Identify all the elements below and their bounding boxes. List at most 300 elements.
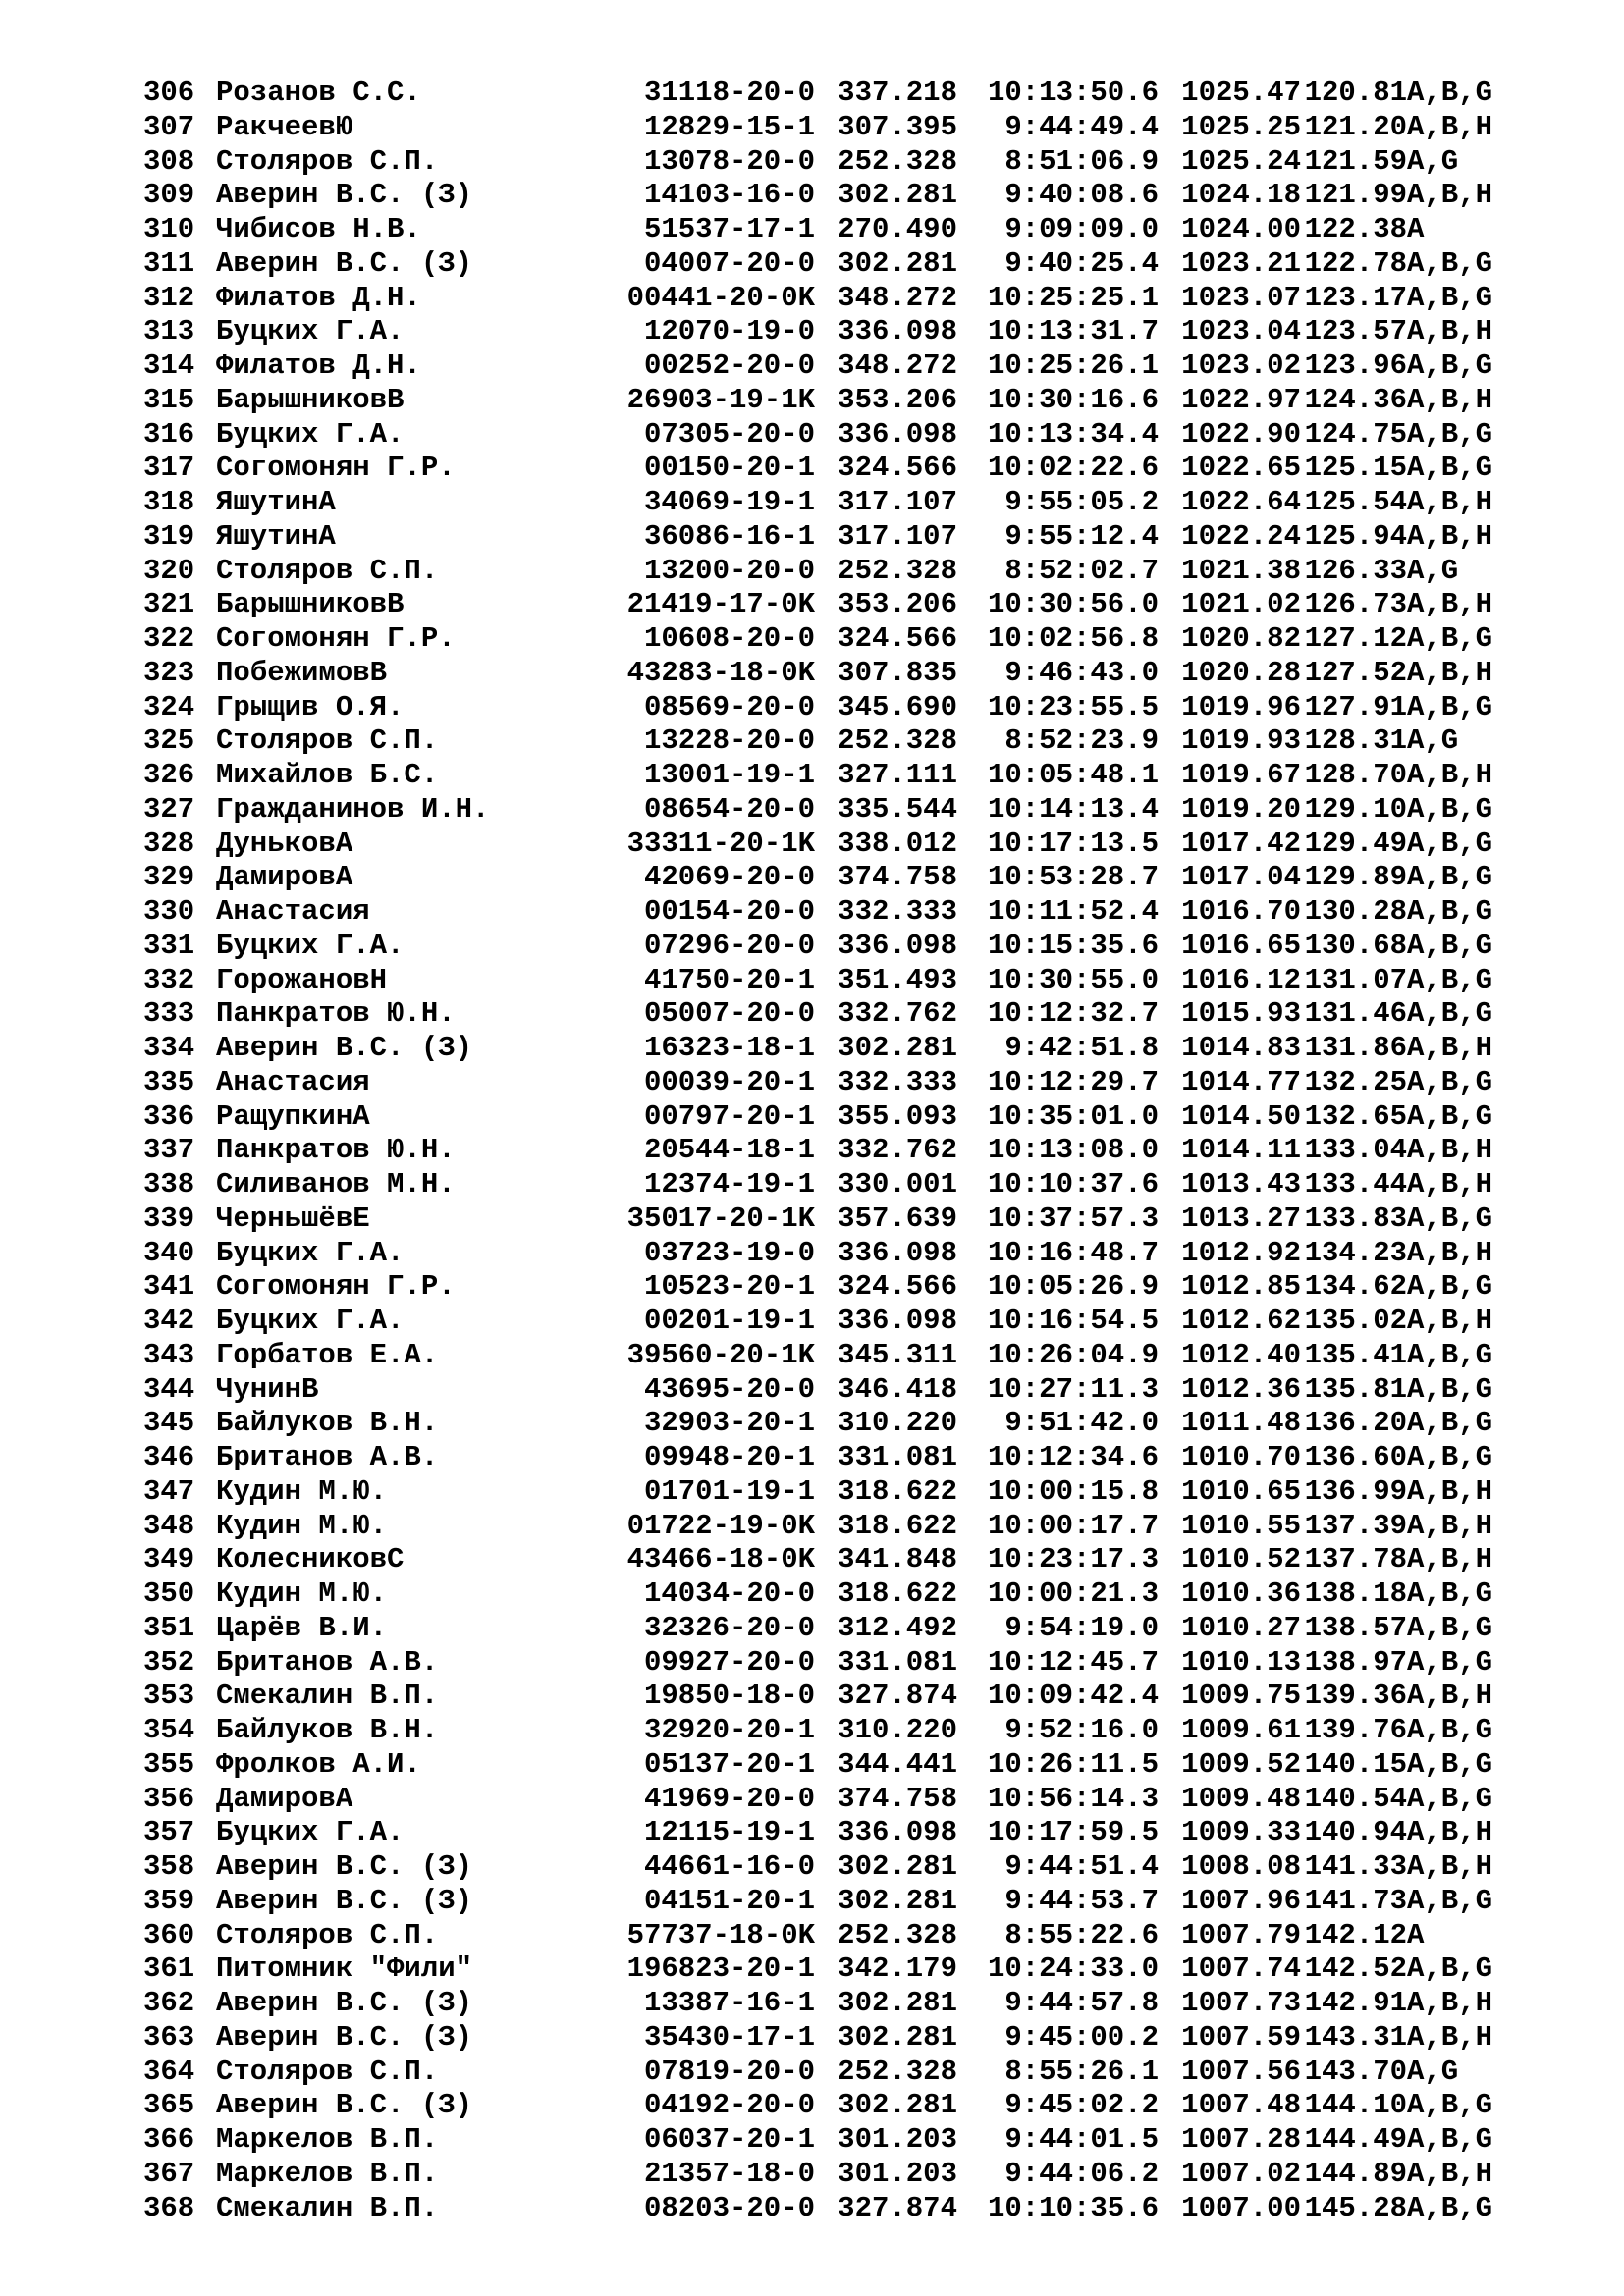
ring-number: 19850-18-0 <box>643 1680 815 1713</box>
points: 127.52 <box>1304 656 1407 689</box>
row-number: 338 <box>143 1168 195 1201</box>
speed: 1010.65 <box>1181 1474 1301 1508</box>
arrival-time: 9:51:42.0 <box>1004 1407 1159 1440</box>
speed: 1007.28 <box>1181 2123 1301 2156</box>
ring-number: 07305-20-0 <box>643 417 815 451</box>
speed: 1015.93 <box>1181 997 1301 1031</box>
row-number: 308 <box>143 144 195 178</box>
arrival-time: 10:16:54.5 <box>987 1305 1159 1337</box>
ring-number: 42069-20-0 <box>643 861 815 894</box>
speed: 1019.96 <box>1181 690 1301 723</box>
distance: 342.179 <box>838 1952 957 1986</box>
distance: 332.333 <box>838 895 957 928</box>
classes: A,B,G <box>1407 963 1493 996</box>
table-row <box>143 964 1535 998</box>
table-row <box>143 1919 1535 1953</box>
distance: 318.622 <box>838 1474 957 1508</box>
speed: 1007.73 <box>1181 1987 1301 2019</box>
row-number: 330 <box>143 895 195 928</box>
speed: 1007.56 <box>1181 2055 1301 2088</box>
speed: 1009.52 <box>1181 1747 1301 1781</box>
ring-number: 00154-20-0 <box>643 895 815 928</box>
speed: 1016.70 <box>1181 895 1301 928</box>
ring-number: 01722-19-0K <box>626 1509 815 1542</box>
classes: A,B,H <box>1407 519 1493 553</box>
table-row <box>143 1407 1535 1441</box>
distance: 332.762 <box>838 997 957 1031</box>
table-row <box>143 895 1535 930</box>
classes: A,B,G <box>1407 929 1493 962</box>
speed: 1009.75 <box>1181 1680 1301 1713</box>
arrival-time: 9:42:51.8 <box>1004 1032 1159 1064</box>
distance: 357.639 <box>838 1201 957 1235</box>
distance: 346.418 <box>838 1372 957 1406</box>
points: 135.02 <box>1304 1305 1407 1337</box>
table-row <box>143 282 1535 316</box>
points: 139.76 <box>1304 1714 1407 1746</box>
points: 122.78 <box>1304 246 1407 280</box>
ring-number: 12829-15-1 <box>643 110 815 143</box>
ring-number: 21357-18-0 <box>643 2157 815 2190</box>
table-row <box>143 1237 1535 1271</box>
table-row <box>143 622 1535 657</box>
table-row <box>143 1577 1535 1612</box>
row-number: 322 <box>143 622 195 655</box>
table-row <box>143 657 1535 691</box>
speed: 1007.02 <box>1181 2157 1301 2190</box>
classes: A,B,H <box>1407 383 1493 416</box>
arrival-time: 10:56:14.3 <box>987 1782 1159 1815</box>
speed: 1012.40 <box>1181 1338 1301 1371</box>
arrival-time: 9:09:09.0 <box>1004 213 1159 245</box>
distance: 317.107 <box>838 519 957 553</box>
fancier-name: Розанов С.С. <box>216 77 421 109</box>
speed: 1023.02 <box>1181 349 1301 382</box>
table-row <box>143 2123 1535 2158</box>
fancier-name: Грыщив О.Я. <box>216 690 405 723</box>
classes: A,B,G <box>1407 690 1493 723</box>
ring-number: 04151-20-1 <box>643 1884 815 1917</box>
distance: 353.206 <box>838 383 957 416</box>
distance: 327.874 <box>838 1680 957 1713</box>
table-row <box>143 1646 1535 1681</box>
arrival-time: 9:44:01.5 <box>1004 2123 1159 2156</box>
speed: 1025.25 <box>1181 110 1301 143</box>
points: 126.33 <box>1304 554 1407 587</box>
ring-number: 08654-20-0 <box>643 792 815 826</box>
speed: 1019.67 <box>1181 759 1301 791</box>
speed: 1007.79 <box>1181 1918 1301 1951</box>
arrival-time: 10:17:13.5 <box>987 827 1159 860</box>
speed: 1022.65 <box>1181 452 1301 485</box>
arrival-time: 9:52:16.0 <box>1004 1714 1159 1746</box>
fancier-name: БарышниковВ <box>216 588 405 621</box>
speed: 1010.13 <box>1181 1645 1301 1679</box>
classes: A,B,H <box>1407 1680 1493 1713</box>
arrival-time: 10:30:16.6 <box>987 383 1159 416</box>
table-row <box>143 997 1535 1032</box>
fancier-name: Горбатов Е.А. <box>216 1338 439 1371</box>
points: 124.75 <box>1304 417 1407 451</box>
distance: 331.081 <box>838 1645 957 1679</box>
row-number: 368 <box>143 2191 195 2224</box>
classes: A,B,G <box>1407 1645 1493 1679</box>
points: 122.38 <box>1304 213 1407 245</box>
row-number: 344 <box>143 1372 195 1406</box>
distance: 336.098 <box>838 315 957 348</box>
table-row <box>143 1987 1535 2021</box>
row-number: 358 <box>143 1850 195 1883</box>
row-number: 366 <box>143 2123 195 2156</box>
row-number: 367 <box>143 2157 195 2190</box>
ring-number: 00441-20-0K <box>626 281 815 314</box>
fancier-name: ДамировА <box>216 1782 353 1815</box>
distance: 327.111 <box>838 759 957 791</box>
points: 135.41 <box>1304 1338 1407 1371</box>
fancier-name: Аверин В.С. (З) <box>216 1987 473 2019</box>
ring-number: 12374-19-1 <box>643 1168 815 1201</box>
distance: 332.762 <box>838 1134 957 1167</box>
fancier-name: РащупкинА <box>216 1099 370 1133</box>
distance: 307.395 <box>838 110 957 143</box>
arrival-time: 9:40:08.6 <box>1004 179 1159 212</box>
ring-number: 31118-20-0 <box>643 77 815 109</box>
speed: 1023.04 <box>1181 315 1301 348</box>
table-row <box>143 349 1535 384</box>
row-number: 316 <box>143 417 195 451</box>
classes: A,B,H <box>1407 1474 1493 1508</box>
arrival-time: 8:52:23.9 <box>1004 724 1159 758</box>
ring-number: 16323-18-1 <box>643 1032 815 1064</box>
speed: 1010.52 <box>1181 1543 1301 1576</box>
ring-number: 12115-19-1 <box>643 1816 815 1849</box>
ring-number: 13200-20-0 <box>643 554 815 587</box>
points: 128.70 <box>1304 759 1407 791</box>
row-number: 340 <box>143 1236 195 1269</box>
arrival-time: 10:53:28.7 <box>987 861 1159 894</box>
speed: 1024.00 <box>1181 213 1301 245</box>
classes: A,B,H <box>1407 656 1493 689</box>
arrival-time: 8:52:02.7 <box>1004 554 1159 587</box>
fancier-name: Кудин М.Ю. <box>216 1474 388 1508</box>
table-row <box>143 1475 1535 1510</box>
row-number: 356 <box>143 1782 195 1815</box>
classes: A,B,H <box>1407 1509 1493 1542</box>
arrival-time: 10:23:17.3 <box>987 1543 1159 1576</box>
fancier-name: Буцких Г.А. <box>216 315 405 348</box>
speed: 1012.36 <box>1181 1372 1301 1406</box>
points: 141.33 <box>1304 1850 1407 1883</box>
arrival-time: 10:16:48.7 <box>987 1236 1159 1269</box>
row-number: 345 <box>143 1407 195 1440</box>
speed: 1017.04 <box>1181 861 1301 894</box>
classes: A,B,G <box>1407 281 1493 314</box>
distance: 335.544 <box>838 792 957 826</box>
distance: 338.012 <box>838 827 957 860</box>
distance: 331.081 <box>838 1441 957 1473</box>
table-row <box>143 2192 1535 2226</box>
fancier-name: Буцких Г.А. <box>216 1305 405 1337</box>
row-number: 333 <box>143 997 195 1031</box>
speed: 1010.55 <box>1181 1509 1301 1542</box>
distance: 312.492 <box>838 1611 957 1644</box>
ring-number: 13078-20-0 <box>643 144 815 178</box>
speed: 1025.24 <box>1181 144 1301 178</box>
distance: 336.098 <box>838 1305 957 1337</box>
points: 141.73 <box>1304 1884 1407 1917</box>
points: 132.65 <box>1304 1099 1407 1133</box>
fancier-name: Аверин В.С. (З) <box>216 179 473 212</box>
distance: 301.203 <box>838 2157 957 2190</box>
points: 135.81 <box>1304 1372 1407 1406</box>
points: 134.62 <box>1304 1270 1407 1304</box>
points: 144.49 <box>1304 2123 1407 2156</box>
ring-number: 33311-20-1K <box>626 827 815 860</box>
arrival-time: 10:27:11.3 <box>987 1372 1159 1406</box>
table-row <box>143 1305 1535 1339</box>
fancier-name: Аверин В.С. (З) <box>216 246 473 280</box>
arrival-time: 10:13:50.6 <box>987 77 1159 109</box>
table-row <box>143 691 1535 725</box>
fancier-name: Согомонян Г.Р. <box>216 452 456 485</box>
classes: A,B,H <box>1407 486 1493 518</box>
distance: 301.203 <box>838 2123 957 2156</box>
arrival-time: 10:24:33.0 <box>987 1952 1159 1986</box>
points: 129.49 <box>1304 827 1407 860</box>
points: 121.59 <box>1304 144 1407 178</box>
speed: 1012.62 <box>1181 1305 1301 1337</box>
table-row <box>143 793 1535 828</box>
ring-number: 196823-20-1 <box>626 1952 815 1986</box>
row-number: 339 <box>143 1201 195 1235</box>
points: 136.20 <box>1304 1407 1407 1440</box>
speed: 1007.48 <box>1181 2089 1301 2122</box>
ring-number: 14103-16-0 <box>643 179 815 212</box>
ring-number: 12070-19-0 <box>643 315 815 348</box>
speed: 1007.00 <box>1181 2191 1301 2224</box>
distance: 336.098 <box>838 417 957 451</box>
row-number: 312 <box>143 281 195 314</box>
classes: A,B,G <box>1407 1065 1493 1098</box>
table-row <box>143 145 1535 180</box>
fancier-name: Маркелов В.П. <box>216 2157 439 2190</box>
classes: A,B,H <box>1407 1305 1493 1337</box>
table-row <box>143 1612 1535 1646</box>
fancier-name: Филатов Д.Н. <box>216 281 421 314</box>
ring-number: 07819-20-0 <box>643 2055 815 2088</box>
classes: A,B,G <box>1407 452 1493 485</box>
fancier-name: Силиванов М.Н. <box>216 1168 456 1201</box>
ring-number: 04192-20-0 <box>643 2089 815 2122</box>
speed: 1012.85 <box>1181 1270 1301 1304</box>
distance: 324.566 <box>838 1270 957 1304</box>
distance: 337.218 <box>838 77 957 109</box>
speed: 1022.24 <box>1181 519 1301 553</box>
table-row <box>143 520 1535 555</box>
ring-number: 03723-19-0 <box>643 1236 815 1269</box>
fancier-name: Кудин М.Ю. <box>216 1577 388 1610</box>
points: 125.15 <box>1304 452 1407 485</box>
classes: A,B,G <box>1407 1372 1493 1406</box>
distance: 302.281 <box>838 2020 957 2054</box>
speed: 1016.65 <box>1181 929 1301 962</box>
ring-number: 09948-20-1 <box>643 1441 815 1473</box>
fancier-name: Согомонян Г.Р. <box>216 622 456 655</box>
ring-number: 07296-20-0 <box>643 929 815 962</box>
distance: 252.328 <box>838 144 957 178</box>
speed: 1010.36 <box>1181 1577 1301 1610</box>
ring-number: 26903-19-1K <box>626 383 815 416</box>
fancier-name: Анастасия <box>216 895 370 928</box>
arrival-time: 10:15:35.6 <box>987 929 1159 962</box>
ring-number: 34069-19-1 <box>643 486 815 518</box>
fancier-name: Столяров С.П. <box>216 724 439 758</box>
classes: A,B,H <box>1407 315 1493 348</box>
speed: 1019.93 <box>1181 724 1301 758</box>
fancier-name: Байлуков В.Н. <box>216 1407 439 1440</box>
classes: A,B,H <box>1407 1816 1493 1849</box>
classes: A,B,G <box>1407 1714 1493 1746</box>
arrival-time: 10:05:26.9 <box>987 1270 1159 1304</box>
distance: 307.835 <box>838 656 957 689</box>
points: 142.52 <box>1304 1952 1407 1986</box>
row-number: 317 <box>143 452 195 485</box>
table-row <box>143 179 1535 213</box>
table-row <box>143 724 1535 759</box>
fancier-name: Панкратов Ю.Н. <box>216 1134 456 1167</box>
row-number: 346 <box>143 1441 195 1473</box>
arrival-time: 10:23:55.5 <box>987 690 1159 723</box>
points: 133.83 <box>1304 1201 1407 1235</box>
distance: 310.220 <box>838 1407 957 1440</box>
row-number: 309 <box>143 179 195 212</box>
speed: 1022.90 <box>1181 417 1301 451</box>
table-row <box>143 315 1535 349</box>
fancier-name: Аверин В.С. (З) <box>216 1850 473 1883</box>
fancier-name: Питомник "Фили" <box>216 1952 473 1986</box>
fancier-name: Столяров С.П. <box>216 1918 439 1951</box>
arrival-time: 10:12:29.7 <box>987 1065 1159 1098</box>
speed: 1013.27 <box>1181 1201 1301 1235</box>
classes: A,B,H <box>1407 1987 1493 2019</box>
fancier-name: Аверин В.С. (З) <box>216 1884 473 1917</box>
row-number: 307 <box>143 110 195 143</box>
classes: A,B,G <box>1407 1441 1493 1473</box>
points: 121.20 <box>1304 110 1407 143</box>
classes: A <box>1407 213 1425 245</box>
arrival-time: 9:44:53.7 <box>1004 1884 1159 1917</box>
classes: A,B,H <box>1407 1543 1493 1576</box>
ring-number: 43283-18-0K <box>626 656 815 689</box>
classes: A,B,H <box>1407 1032 1493 1064</box>
distance: 374.758 <box>838 861 957 894</box>
points: 124.36 <box>1304 383 1407 416</box>
arrival-time: 10:12:32.7 <box>987 997 1159 1031</box>
classes: A,B,G <box>1407 861 1493 894</box>
arrival-time: 8:55:22.6 <box>1004 1918 1159 1951</box>
speed: 1007.96 <box>1181 1884 1301 1917</box>
points: 136.99 <box>1304 1474 1407 1508</box>
distance: 317.107 <box>838 486 957 518</box>
ring-number: 41750-20-1 <box>643 963 815 996</box>
arrival-time: 9:55:12.4 <box>1004 519 1159 553</box>
ring-number: 00039-20-1 <box>643 1065 815 1098</box>
fancier-name: Гражданинов И.Н. <box>216 792 490 826</box>
row-number: 350 <box>143 1577 195 1610</box>
fancier-name: Панкратов Ю.Н. <box>216 997 456 1031</box>
fancier-name: Аверин В.С. (З) <box>216 1032 473 1064</box>
row-number: 332 <box>143 963 195 996</box>
classes: A,B,H <box>1407 588 1493 621</box>
row-number: 364 <box>143 2055 195 2088</box>
classes: A,B,G <box>1407 792 1493 826</box>
points: 123.96 <box>1304 349 1407 382</box>
results-list <box>143 77 1535 2225</box>
points: 144.10 <box>1304 2089 1407 2122</box>
points: 129.89 <box>1304 861 1407 894</box>
classes: A,B,G <box>1407 1201 1493 1235</box>
distance: 351.493 <box>838 963 957 996</box>
fancier-name: Столяров С.П. <box>216 2055 439 2088</box>
row-number: 335 <box>143 1065 195 1098</box>
distance: 310.220 <box>838 1714 957 1746</box>
table-row <box>143 1510 1535 1544</box>
table-row <box>143 1134 1535 1168</box>
row-number: 342 <box>143 1305 195 1337</box>
fancier-name: Согомонян Г.Р. <box>216 1270 456 1304</box>
points: 134.23 <box>1304 1236 1407 1269</box>
classes: A,B,G <box>1407 1407 1493 1440</box>
row-number: 320 <box>143 554 195 587</box>
distance: 302.281 <box>838 1884 957 1917</box>
ring-number: 35430-17-1 <box>643 2020 815 2054</box>
ring-number: 13387-16-1 <box>643 1987 815 2019</box>
speed: 1024.18 <box>1181 179 1301 212</box>
classes: A,B,G <box>1407 1782 1493 1815</box>
arrival-time: 10:13:08.0 <box>987 1134 1159 1167</box>
fancier-name: Байлуков В.Н. <box>216 1714 439 1746</box>
arrival-time: 10:37:57.3 <box>987 1201 1159 1235</box>
ring-number: 14034-20-0 <box>643 1577 815 1610</box>
fancier-name: Столяров С.П. <box>216 554 439 587</box>
table-row <box>143 930 1535 964</box>
arrival-time: 8:51:06.9 <box>1004 144 1159 178</box>
arrival-time: 10:00:17.7 <box>987 1509 1159 1542</box>
classes: A,B,G <box>1407 1611 1493 1644</box>
points: 133.04 <box>1304 1134 1407 1167</box>
classes: A,B,G <box>1407 827 1493 860</box>
speed: 1009.48 <box>1181 1782 1301 1815</box>
fancier-name: Царёв В.И. <box>216 1611 388 1644</box>
row-number: 357 <box>143 1816 195 1849</box>
distance: 302.281 <box>838 1987 957 2019</box>
speed: 1016.12 <box>1181 963 1301 996</box>
ring-number: 43466-18-0K <box>626 1543 815 1576</box>
fancier-name: Аверин В.С. (З) <box>216 2020 473 2054</box>
row-number: 363 <box>143 2020 195 2054</box>
ring-number: 00252-20-0 <box>643 349 815 382</box>
row-number: 343 <box>143 1338 195 1371</box>
fancier-name: Аверин В.С. (З) <box>216 2089 473 2122</box>
row-number: 341 <box>143 1270 195 1304</box>
classes: A,B,G <box>1407 417 1493 451</box>
arrival-time: 10:14:13.4 <box>987 792 1159 826</box>
arrival-time: 10:17:59.5 <box>987 1816 1159 1849</box>
speed: 1022.64 <box>1181 486 1301 518</box>
points: 138.18 <box>1304 1577 1407 1610</box>
row-number: 318 <box>143 486 195 518</box>
points: 132.25 <box>1304 1065 1407 1098</box>
